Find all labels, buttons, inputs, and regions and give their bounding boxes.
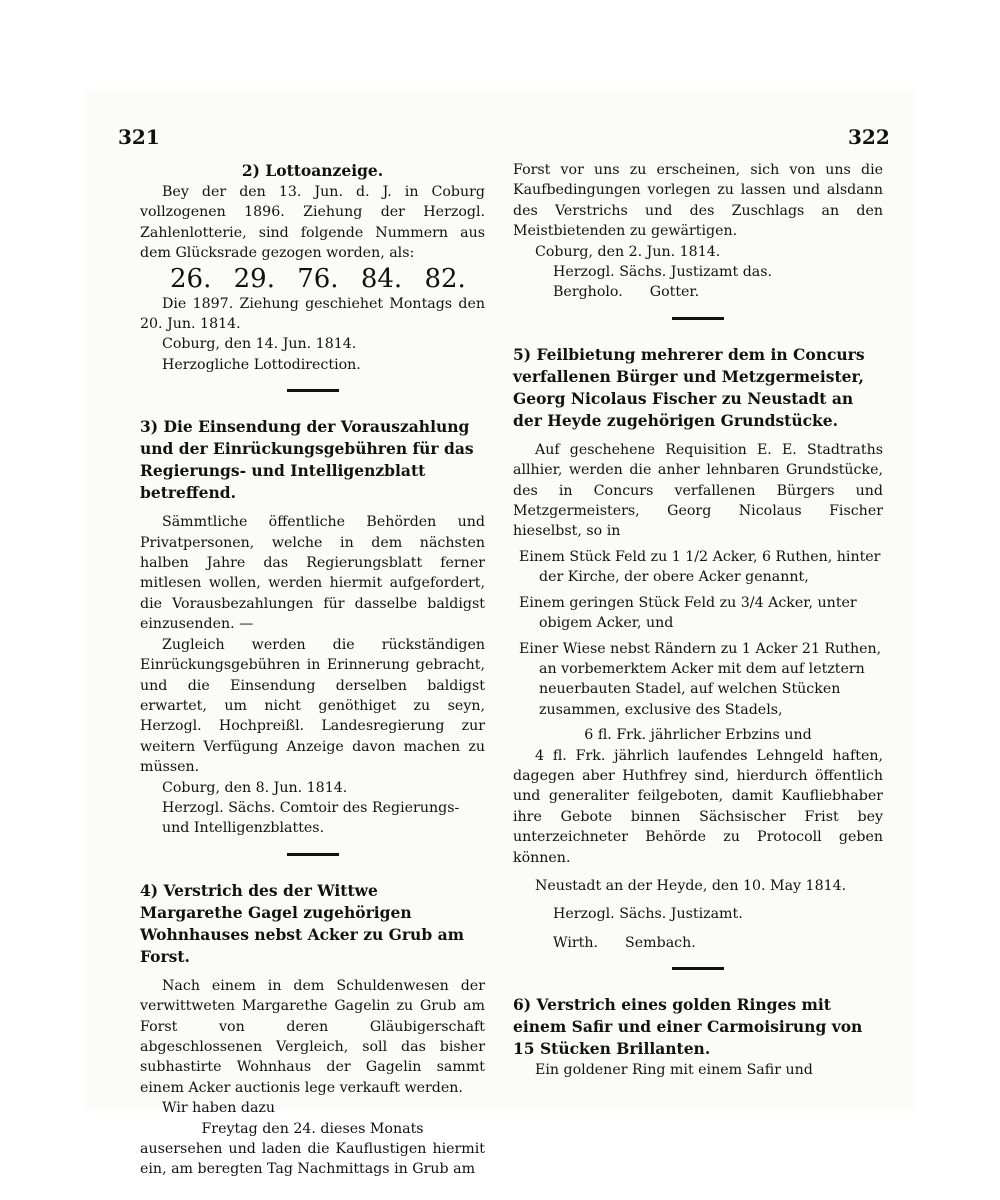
section-3-signature: Herzogl. Sächs. Comtoir des Regierungs- und Intelligenzblattes. bbox=[162, 799, 460, 837]
section-divider bbox=[672, 317, 724, 320]
continuation-paragraph: Forst vor uns zu erscheinen, sich von uns die Kaufbedingungen vorlegen zu lassen und alsdann des Verstrichs und des Zuschlags an den Meistbietenden zu gewärtigen. bbox=[513, 162, 883, 240]
lottery-numbers: 26. 29. 76. 84. 82. bbox=[170, 263, 466, 294]
section-3-date: Coburg, den 8. Jun. 1814. bbox=[162, 779, 348, 796]
section-2-body: Bey der den 13. Jun. d. J. in Coburg vollzogenen 1896. Ziehung der Herzogl. Zahlenlotterie, sind folgende Nummern aus dem Glücksrade gezogen worden, als: bbox=[140, 184, 485, 262]
page-number-right: 322 bbox=[848, 125, 890, 149]
section-divider bbox=[287, 389, 339, 392]
section-2-next-draw: Die 1897. Ziehung geschiehet Montags den 20. Jun. 1814. bbox=[140, 295, 485, 333]
section-5-signature: Herzogl. Sächs. Justizamt. bbox=[553, 906, 743, 923]
section-5-levy-1: 6 fl. Frk. jährlicher Erbzins und bbox=[584, 727, 812, 744]
section-4-title: 4) Verstrich des der Wittwe Margarethe Gagel zugehörigen Wohnhauses nebst Acker zu Grub am Forst. bbox=[140, 880, 465, 966]
left-column bbox=[140, 160, 485, 1180]
section-5-paragraph-1: Auf geschehene Requisition E. E. Stadtraths allhier, werden die anher lehnbaren Grundstücke, des in Concurs verfallenen Bürgers und Metzgermeisters, Georg Nicolaus Fischer hieselbst, so in bbox=[513, 441, 883, 540]
section-6-title: 6) Verstrich eines golden Ringes mit einem Safir und einer Carmoisirung von 15 Stücken Brillanten. bbox=[513, 995, 863, 1059]
section-5-names: Wirth. Sembach. bbox=[553, 934, 696, 951]
page-number-left: 321 bbox=[118, 125, 160, 149]
section-5-levy-2: 4 fl. Frk. jährlich laufendes Lehngeld haften, dagegen aber Huthfrey sind, hierdurch öffentlich und generaliter feilgeboten, damit Kaufliebhaber ihre Gebote binnen Sächsischer Frist bey unterzeichneter Behörde zu Protocoll geben können. bbox=[513, 747, 883, 866]
section-5-date: Neustadt an der Heyde, den 10. May 1814. bbox=[535, 877, 847, 894]
section-3-paragraph-1: Sämmtliche öffentliche Behörden und Privatpersonen, welche in dem nächsten halben Jahre das Regierungsblatt ferner mitlesen wollen, werden hiermit aufgefordert, die Vorausbezahlungen für dasselbe baldigst einzusenden. — bbox=[140, 514, 485, 633]
section-4-date-line: Freytag den 24. dieses Monats bbox=[201, 1120, 424, 1137]
section-3-title: 3) Die Einsendung der Vorauszahlung und der Einrückungsgebühren für das Regierungs- und Intelligenzblatt betreffend. bbox=[140, 417, 474, 503]
section-2-title: 2) Lottoanzeige. bbox=[241, 161, 384, 180]
right-column bbox=[513, 160, 883, 1081]
section-5-item-3: Einer Wiese nebst Rändern zu 1 Acker 21 Ruthen, an vorbemerktem Acker mit dem auf letztern neuerbauten Stadel, auf welchen Stücken zusammen, exclusive des Stadels, bbox=[519, 640, 882, 718]
section-4-paragraph-1: Nach einem in dem Schuldenwesen der verwittweten Margarethe Gagelin zu Grub am Forst von deren Gläubigerschaft abgeschlossenen Vergleich, soll das bisher subhastirte Wohnhaus der Gagelin sammt einem Acker auctionis lege verkauft werden. bbox=[140, 977, 485, 1096]
section-3-paragraph-2: Zugleich werden die rückständigen Einrückungsgebühren in Erinnerung gebracht, und die Einsendung derselben baldigst erwartet, um nicht genöthiget zu seyn, Herzogl. Hochpreißl. Landesregierung zur weitern Verfügung Anzeige davon machen zu müssen. bbox=[140, 636, 485, 776]
section-4-paragraph-4: ausersehen und laden die Kauflustigen hiermit ein, am beregten Tag Nachmittags in Grub am bbox=[140, 1141, 485, 1178]
section-5-item-2: Einem geringen Stück Feld zu 3/4 Acker, unter obigem Acker, und bbox=[519, 594, 857, 632]
section-divider bbox=[287, 853, 339, 856]
section-2-date: Coburg, den 14. Jun. 1814. bbox=[162, 336, 357, 353]
section-divider bbox=[672, 967, 724, 970]
section-6-paragraph-1: Ein goldener Ring mit einem Safir und bbox=[535, 1062, 813, 1079]
continuation-date: Coburg, den 2. Jun. 1814. bbox=[535, 243, 721, 260]
section-5-item-1: Einem Stück Feld zu 1 1/2 Acker, 6 Ruthen, hinter der Kirche, der obere Acker genannt, bbox=[519, 548, 881, 586]
continuation-signature: Herzogl. Sächs. Justizamt das. bbox=[553, 264, 773, 281]
section-2-signature: Herzogliche Lottodirection. bbox=[162, 356, 361, 373]
section-5-title: 5) Feilbietung mehrerer dem in Concurs verfallenen Bürger und Metzgermeister, Georg Nicolaus Fischer zu Neustadt an der Heyde zugehörigen Grundstücke. bbox=[513, 344, 865, 430]
section-4-paragraph-2: Wir haben dazu bbox=[162, 1100, 276, 1117]
continuation-names: Bergholo. Gotter. bbox=[553, 284, 700, 301]
